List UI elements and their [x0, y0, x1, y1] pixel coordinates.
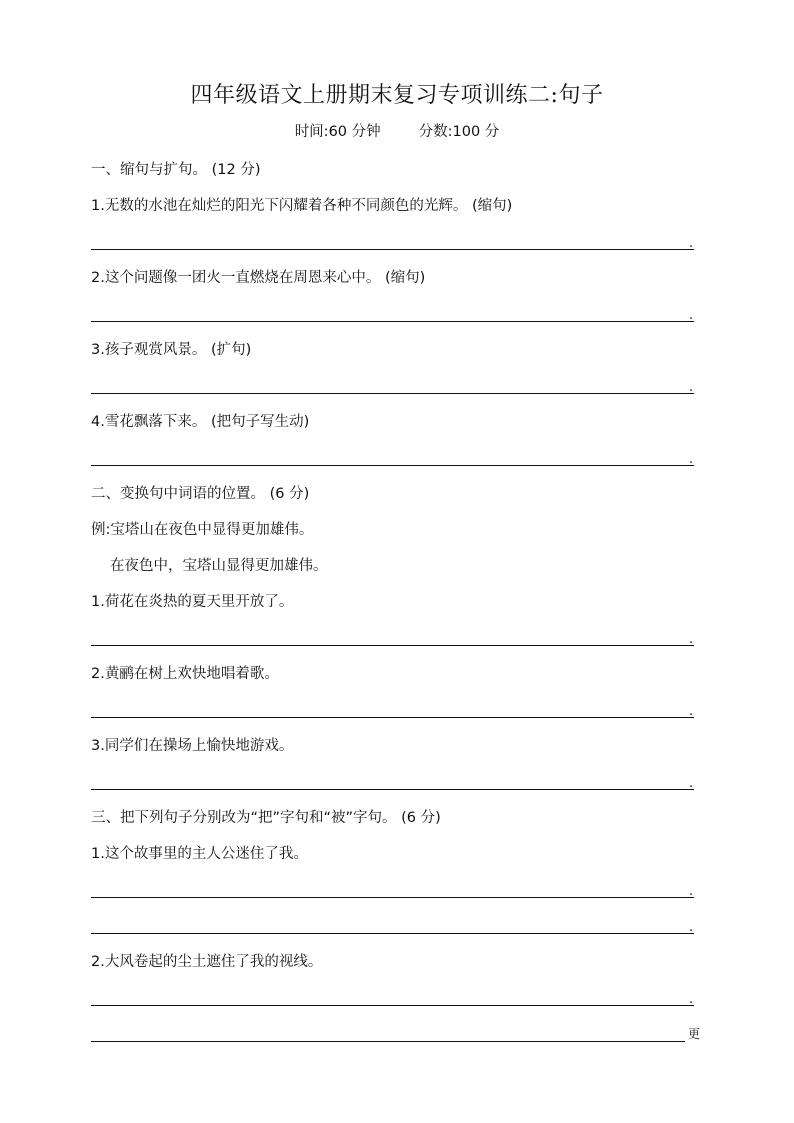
- answer-line-2-3[interactable]: [91, 789, 694, 790]
- line-end-mark: .: [689, 452, 694, 467]
- question-2-3: 3.同学们在操场上愉快地游戏。: [91, 738, 294, 754]
- answer-line-2-2[interactable]: [91, 717, 694, 718]
- line-end-mark: .: [689, 632, 694, 647]
- question-1-2: 2.这个问题像一团火一直燃烧在周恩来心中。 (缩句): [91, 270, 426, 286]
- line-end-mark: .: [689, 704, 694, 719]
- question-3-2: 2.大风卷起的尘土遮住了我的视线。: [91, 954, 323, 970]
- line-end-mark: .: [689, 992, 694, 1007]
- line-end-mark: .: [689, 308, 694, 323]
- answer-line-1-2[interactable]: [91, 321, 694, 322]
- time-limit: 时间:60 分钟: [294, 124, 381, 140]
- answer-line-3-2a[interactable]: [91, 1005, 694, 1006]
- question-1-4: 4.雪花飘落下来。 (把句子写生动): [91, 414, 310, 430]
- answer-line-1-3[interactable]: [91, 393, 694, 394]
- line-end-mark: .: [689, 380, 694, 395]
- line-end-mark: .: [689, 236, 694, 251]
- question-1-3: 3.孩子观赏风景。 (扩句): [91, 342, 252, 358]
- example-original: 例:宝塔山在夜色中显得更加雄伟。: [91, 522, 314, 538]
- line-end-mark: .: [689, 776, 694, 791]
- line-end-mark: .: [689, 920, 694, 935]
- line-end-mark: .: [689, 884, 694, 899]
- answer-line-1-4[interactable]: [91, 465, 694, 466]
- section-3-heading: 三、把下列句子分别改为“把”字句和“被”字句。 (6 分): [91, 810, 441, 826]
- answer-line-3-1b[interactable]: [91, 933, 694, 934]
- answer-line-3-2b[interactable]: [91, 1041, 685, 1042]
- page-title: 四年级语文上册期末复习专项训练二:句子: [190, 83, 604, 108]
- section-2-heading: 二、变换句中词语的位置。 (6 分): [91, 486, 310, 502]
- answer-line-2-1[interactable]: [91, 645, 694, 646]
- section-1-heading: 一、缩句与扩句。 (12 分): [91, 162, 261, 178]
- answer-line-3-1a[interactable]: [91, 897, 694, 898]
- question-3-1: 1.这个故事里的主人公迷住了我。: [91, 846, 308, 862]
- question-2-2: 2.黄鹂在树上欢快地唱着歌。: [91, 666, 279, 682]
- answer-line-1-1[interactable]: [91, 249, 694, 250]
- question-2-1: 1.荷花在炎热的夏天里开放了。: [91, 594, 294, 610]
- page-continue-mark: 更: [688, 1027, 701, 1041]
- exam-info: [0, 122, 794, 142]
- question-1-1: 1.无数的水池在灿烂的阳光下闪耀着各种不同颜色的光辉。 (缩句): [91, 198, 513, 214]
- example-rewritten: 在夜色中，宝塔山显得更加雄伟。: [110, 558, 328, 574]
- total-score: 分数:100 分: [418, 124, 500, 140]
